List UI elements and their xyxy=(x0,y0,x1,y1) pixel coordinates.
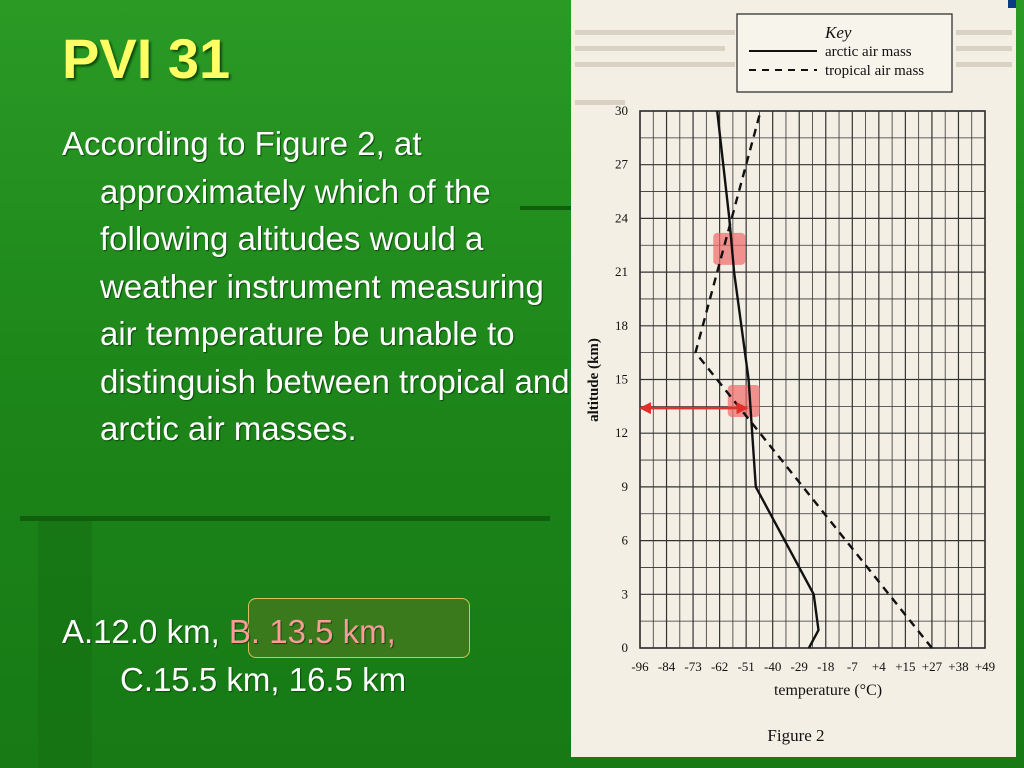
chart-highlights xyxy=(713,233,759,417)
figure-panel xyxy=(571,0,1016,757)
y-tick-label: 0 xyxy=(621,640,628,655)
altitude-temperature-chart xyxy=(571,0,1016,757)
y-tick-label: 30 xyxy=(615,103,628,118)
highlight-marker xyxy=(713,233,745,265)
arrow-head-left xyxy=(639,402,651,414)
x-tick-label: -51 xyxy=(737,659,755,674)
y-tick-label: 9 xyxy=(621,478,628,494)
x-tick-label: +4 xyxy=(871,659,886,674)
y-tick-label: 21 xyxy=(615,264,628,280)
legend-label-tropical: tropical air mass xyxy=(825,63,925,79)
x-tick-label: -62 xyxy=(710,659,729,674)
x-tick-label: +49 xyxy=(974,659,996,674)
legend-title: Key xyxy=(825,23,852,42)
figure-caption: Figure 2 xyxy=(767,726,825,745)
answer-row-1 xyxy=(62,608,532,656)
chart-legend xyxy=(737,14,952,92)
x-tick-label: -7 xyxy=(846,659,858,674)
x-tick-label: -29 xyxy=(790,659,808,674)
y-tick-label: 18 xyxy=(615,317,628,333)
question-text: According to Figure 2, at approximately which of the following altitudes would a weather instrument measuring air temperature be unable to distinguish between tropical and arctic air masses. xyxy=(62,125,570,447)
x-tick-label: -40 xyxy=(764,659,782,674)
x-tick-label: +27 xyxy=(921,659,943,674)
answer-b[interactable]: B. 13.5 km, xyxy=(228,613,396,650)
x-axis-label: temperature (°C) xyxy=(773,682,883,699)
y-tick-label: 24 xyxy=(615,210,628,226)
y-tick-label: 3 xyxy=(621,586,628,602)
chart-grid xyxy=(640,111,985,648)
x-tick-label: -73 xyxy=(684,659,702,674)
y-tick-label: 15 xyxy=(615,371,628,387)
x-tick-label: -84 xyxy=(657,659,676,674)
answer-c[interactable]: C.15.5 km, 16.5 km xyxy=(120,660,407,698)
legend-label-arctic: arctic air mass xyxy=(825,44,912,60)
x-tick-label: -18 xyxy=(817,659,835,674)
y-axis-label: altitude (km) xyxy=(586,338,602,422)
x-tick-label: +38 xyxy=(948,659,969,674)
slide-title: PVI 31 xyxy=(62,27,231,90)
x-tick-label: +15 xyxy=(895,659,916,674)
y-tick-label: 12 xyxy=(615,425,628,441)
answer-row-2 xyxy=(62,656,532,704)
answer-a[interactable]: A.12.0 km, xyxy=(62,613,220,650)
y-tick-label: 6 xyxy=(621,532,628,548)
background-rule xyxy=(20,516,550,521)
corner-marker xyxy=(1008,0,1016,8)
y-tick-label: 27 xyxy=(615,156,628,172)
x-tick-label: -96 xyxy=(631,659,649,674)
chart-ticks xyxy=(615,103,995,674)
answer-list xyxy=(62,608,532,703)
